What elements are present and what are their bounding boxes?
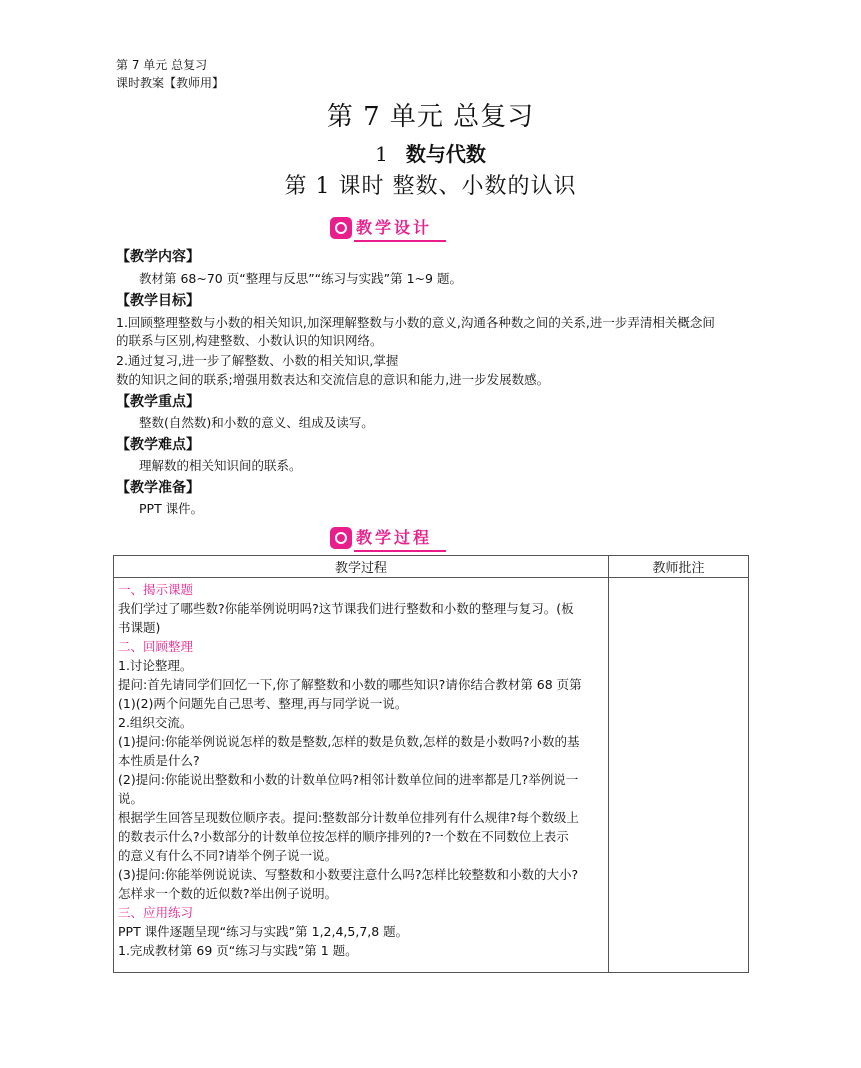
process-text-line: 怎样求一个数的近似数?举出例子说明。	[118, 886, 338, 901]
process-text-line: 的数表示什么?小数部分的计数单位按怎样的顺序排列的?一个数在不同数位上表示	[118, 829, 569, 844]
running-header-doc-type: 课时教案【教师用】	[116, 76, 225, 90]
design-banner	[330, 216, 446, 242]
process-text-line: (1)提问:你能举例说说怎样的数是整数,怎样的数是负数,怎样的数是小数吗?小数的基	[118, 734, 580, 749]
running-header-unit: 第 7 单元 总复习	[116, 58, 208, 72]
goals-line-2: 的联系与区别,构建整数、小数认识的知识网络。	[116, 333, 383, 348]
difficulty-text: 理解数的相关知识间的联系。	[139, 458, 302, 473]
process-text-line: 本性质是什么?	[118, 753, 200, 768]
process-text-line: 提问:首先请同学们回忆一下,你了解整数和小数的哪些知识?请你结合教材第 68 页第	[118, 677, 582, 692]
notes-column-header: 教师批注	[609, 556, 749, 578]
prep-text: PPT 课件。	[139, 501, 204, 516]
key-text: 整数(自然数)和小数的意义、组成及读写。	[139, 415, 374, 430]
banner-underline	[354, 240, 446, 242]
process-step-heading: 三、应用练习	[118, 905, 194, 920]
process-step-heading: 二、回顾整理	[118, 639, 194, 654]
process-banner	[330, 526, 446, 552]
process-text-line: (1)(2)两个问题先自己思考、整理,再与同学说一说。	[118, 696, 408, 711]
content-text: 教材第 68~70 页“整理与反思”“练习与实践”第 1~9 题。	[139, 271, 462, 286]
process-text-line: 2.组织交流。	[118, 715, 193, 730]
process-text-line: 根据学生回答呈现数位顺序表。提问:整数部分计数单位排列有什么规律?每个数级上	[118, 810, 579, 825]
section-title	[0, 141, 861, 167]
process-content-cell	[114, 578, 609, 973]
design-banner-label: 教学设计	[356, 218, 433, 237]
process-text-line: 1.完成教材第 69 页“练习与实践”第 1 题。	[118, 943, 358, 958]
process-text-line: PPT 课件逐题呈现“练习与实践”第 1,2,4,5,7,8 题。	[118, 924, 409, 939]
difficulty-heading: 【教学难点】	[116, 437, 200, 453]
process-text-line: (2)提问:你能说出整数和小数的计数单位吗?相邻计数单位间的进率都是几?举例说一	[118, 772, 579, 787]
goals-line-1: 1.回顾整理整数与小数的相关知识,加深理解整数与小数的意义,沟通各种数之间的关系,进一步弄清相关概念间	[116, 315, 715, 330]
prep-heading: 【教学准备】	[116, 480, 200, 496]
banner-underline	[354, 550, 446, 552]
process-text-line: 书课题)	[118, 620, 161, 635]
goals-line-3: 2.通过复习,进一步了解整数、小数的相关知识,掌握	[116, 353, 399, 368]
process-column-header: 教学过程	[114, 556, 609, 578]
process-banner-label: 教学过程	[356, 528, 433, 547]
table-header-row	[114, 556, 749, 578]
goals-line-4: 数的知识之间的联系;增强用数表达和交流信息的意识和能力,进一步发展数感。	[116, 372, 550, 387]
section-number: 1	[375, 142, 388, 166]
process-text-line: 的意义有什么不同?请举个例子说一说。	[118, 848, 338, 863]
section-name: 数与代数	[405, 142, 486, 166]
swirl-icon	[330, 527, 352, 549]
lesson-title: 第 1 课时 整数、小数的认识	[284, 174, 577, 199]
process-text-line: 我们学过了哪些数?你能举例说明吗?这节课我们进行整数和小数的整理与复习。(板	[118, 601, 574, 616]
swirl-icon	[330, 217, 352, 239]
process-text-line: 1.讨论整理。	[118, 658, 193, 673]
process-text-line: (3)提问:你能举例说说读、写整数和小数要注意什么吗?怎样比较整数和小数的大小?	[118, 867, 579, 882]
process-step-heading: 一、揭示课题	[118, 582, 194, 597]
key-heading: 【教学重点】	[116, 394, 200, 410]
page-title: 第 7 单元 总复习	[326, 102, 535, 132]
teacher-notes-cell[interactable]	[609, 578, 749, 973]
content-heading: 【教学内容】	[116, 249, 200, 265]
goals-heading: 【教学目标】	[116, 293, 200, 309]
process-table	[113, 555, 749, 973]
process-text-line: 说。	[118, 791, 144, 806]
table-body-row	[114, 578, 749, 973]
